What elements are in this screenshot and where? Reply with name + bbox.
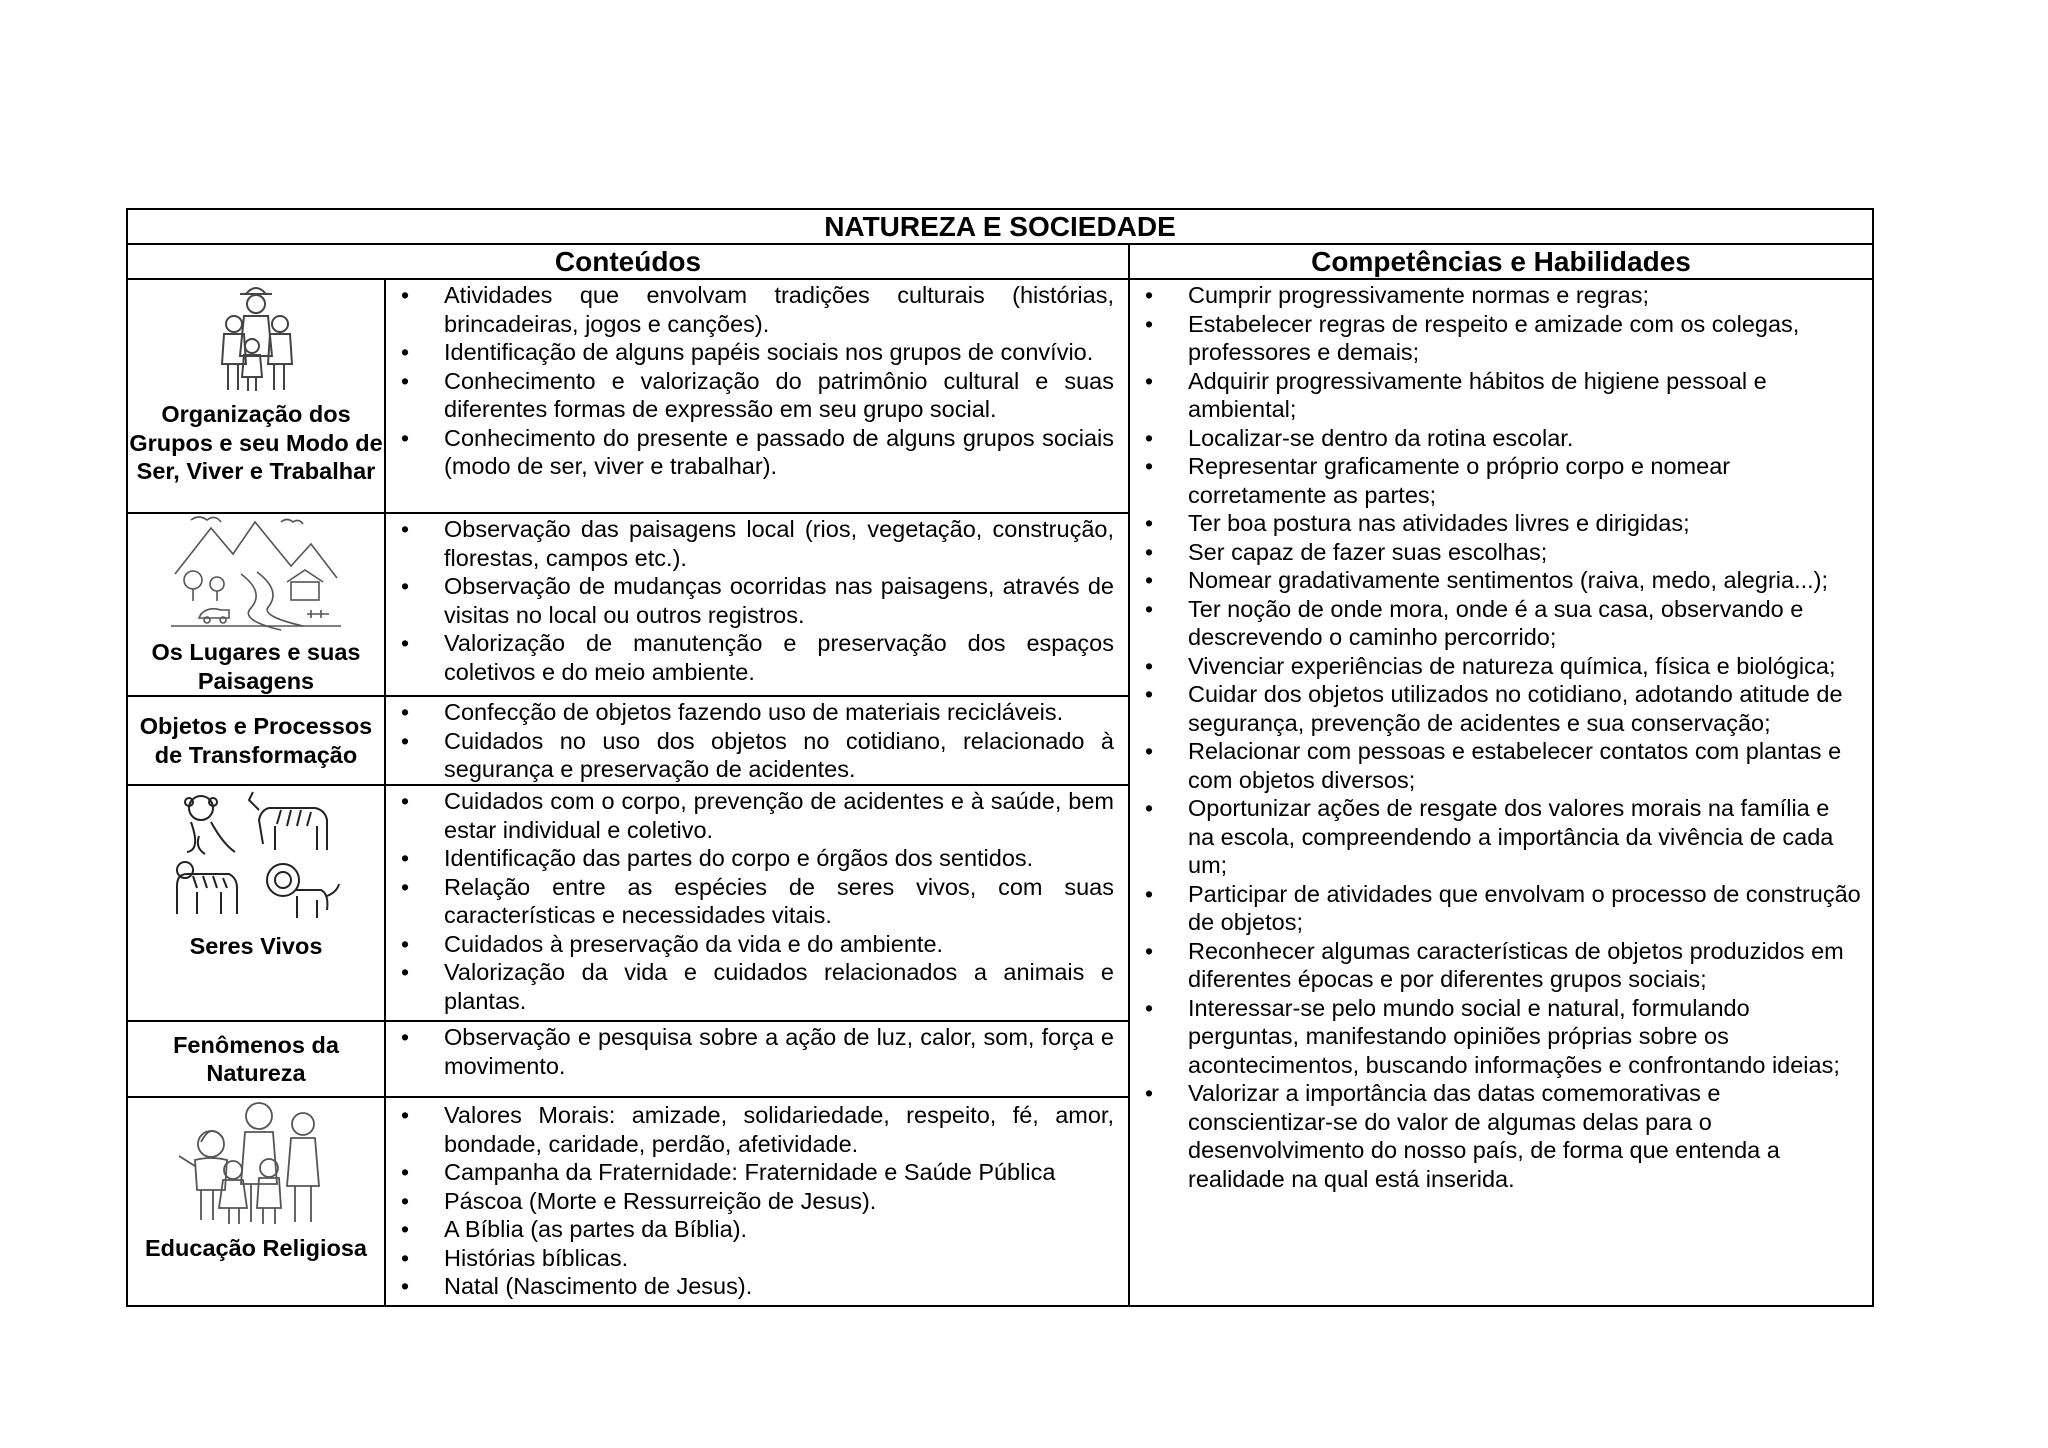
topic-label: Seres Vivos [189,933,323,959]
contents-objetos [385,696,1129,785]
list-item: • Valorizar a importância das datas comemorativas e conscientizar-se do valor de algumas delas para o desenvolvimento do nosso país, de forma que entenda a realidade na qual está inserida. [1142,1079,1862,1193]
table-title: NATUREZA E SOCIEDADE [127,209,1873,244]
topic-objetos [127,696,385,785]
list-item: • Ter noção de onde mora, onde é a sua casa, observando e descrevendo o caminho percorrido; [1142,595,1862,652]
list-item: • Identificação de alguns papéis sociais nos grupos de convívio. [398,338,1114,367]
curriculum-table [126,208,1874,1307]
list-item: • Nomear gradativamente sentimentos (raiva, medo, alegria...); [1142,566,1862,595]
family-group-illustration [206,280,306,394]
contents-organizacao [385,279,1129,513]
topic-lugares [127,513,385,696]
list-item: • Confecção de objetos fazendo uso de materiais recicláveis. [398,698,1114,727]
header-competencies: Competências e Habilidades [1129,244,1873,279]
list-item: • Relação entre as espécies de seres vivos, com suas características e necessidades vitais. [398,873,1114,930]
list-item: • Identificação das partes do corpo e órgãos dos sentidos. [398,844,1114,873]
list-item: • Localizar-se dentro da rotina escolar. [1142,424,1862,453]
list-item: • Oportunizar ações de resgate dos valores morais na família e na escola, compreendendo a importância da vivência de cada um; [1142,794,1862,880]
list-item: • Cuidados à preservação da vida e do ambiente. [398,930,1114,959]
list-item: • Conhecimento e valorização do patrimônio cultural e suas diferentes formas de expressão em seu grupo social. [398,367,1114,424]
topic-label: Fenômenos da Natureza [173,1031,339,1086]
list-item: • Relacionar com pessoas e estabelecer contatos com plantas e com objetos diversos; [1142,737,1862,794]
list-item: • Ser capaz de fazer suas escolhas; [1142,538,1862,567]
list-item: • Cuidar dos objetos utilizados no cotidiano, adotando atitude de segurança, prevenção de acidentes e sua conservação; [1142,680,1862,737]
topic-label: Organização dos Grupos e seu Modo de Ser, Viver e Trabalhar [129,401,383,484]
topic-fenomenos [127,1021,385,1097]
list-item: • Participar de atividades que envolvam o processo de construção de objetos; [1142,880,1862,937]
contents-seres-vivos [385,785,1129,1021]
list-item: • Cuidados com o corpo, prevenção de acidentes e à saúde, bem estar individual e coletivo. [398,787,1114,844]
list-item: • Páscoa (Morte e Ressurreição de Jesus). [398,1187,1114,1216]
list-item: • Atividades que envolvam tradições culturais (histórias, brincadeiras, jogos e canções). [398,281,1114,338]
topic-seres-vivos [127,785,385,1021]
list-item: • Cumprir progressivamente normas e regras; [1142,281,1862,310]
topic-educacao-religiosa [127,1097,385,1306]
list-item: • Valorização da vida e cuidados relacionados a animais e plantas. [398,958,1114,1015]
competencies-cell [1129,279,1873,1306]
list-item: • Adquirir progressivamente hábitos de higiene pessoal e ambiental; [1142,367,1862,424]
topic-label: Os Lugares e suas Paisagens [151,639,361,694]
landscape-illustration [171,514,341,632]
list-item: • Representar graficamente o próprio corpo e nomear corretamente as partes; [1142,452,1862,509]
contents-lugares [385,513,1129,696]
animals-illustration [171,786,341,926]
list-item: • Observação das paisagens local (rios, vegetação, construção, florestas, campos etc.). [398,515,1114,572]
list-item: • Reconhecer algumas características de objetos produzidos em diferentes épocas e por diferentes grupos sociais; [1142,937,1862,994]
list-item: • Ter boa postura nas atividades livres e dirigidas; [1142,509,1862,538]
list-item: • Observação e pesquisa sobre a ação de luz, calor, som, força e movimento. [398,1023,1114,1080]
list-item: • Interessar-se pelo mundo social e natural, formulando perguntas, manifestando opiniões próprias sobre os acontecimentos, buscando informações e confrontando ideias; [1142,994,1862,1080]
topic-label: Educação Religiosa [144,1235,368,1261]
list-item: • Natal (Nascimento de Jesus). [398,1272,1114,1301]
list-item: • Conhecimento do presente e passado de alguns grupos sociais (modo de ser, viver e trabalhar). [398,424,1114,481]
contents-fenomenos [385,1021,1129,1097]
list-item: • Estabelecer regras de respeito e amizade com os colegas, professores e demais; [1142,310,1862,367]
family-illustration [171,1098,341,1228]
list-item: • Histórias bíblicas. [398,1244,1114,1273]
header-contents: Conteúdos [127,244,1129,279]
topic-organizacao [127,279,385,513]
list-item: • Vivenciar experiências de natureza química, física e biológica; [1142,652,1862,681]
list-item: • Valores Morais: amizade, solidariedade, respeito, fé, amor, bondade, caridade, perdão, afetividade. [398,1101,1114,1158]
list-item: • Campanha da Fraternidade: Fraternidade e Saúde Pública [398,1158,1114,1187]
list-item: • Observação de mudanças ocorridas nas paisagens, através de visitas no local ou outros registros. [398,572,1114,629]
topic-label: Objetos e Processos de Transformação [139,713,373,768]
list-item: • Valorização de manutenção e preservação dos espaços coletivos e do meio ambiente. [398,629,1114,686]
list-item: • A Bíblia (as partes da Bíblia). [398,1215,1114,1244]
contents-educacao-religiosa [385,1097,1129,1306]
list-item: • Cuidados no uso dos objetos no cotidiano, relacionado à segurança e preservação de acidentes. [398,727,1114,784]
